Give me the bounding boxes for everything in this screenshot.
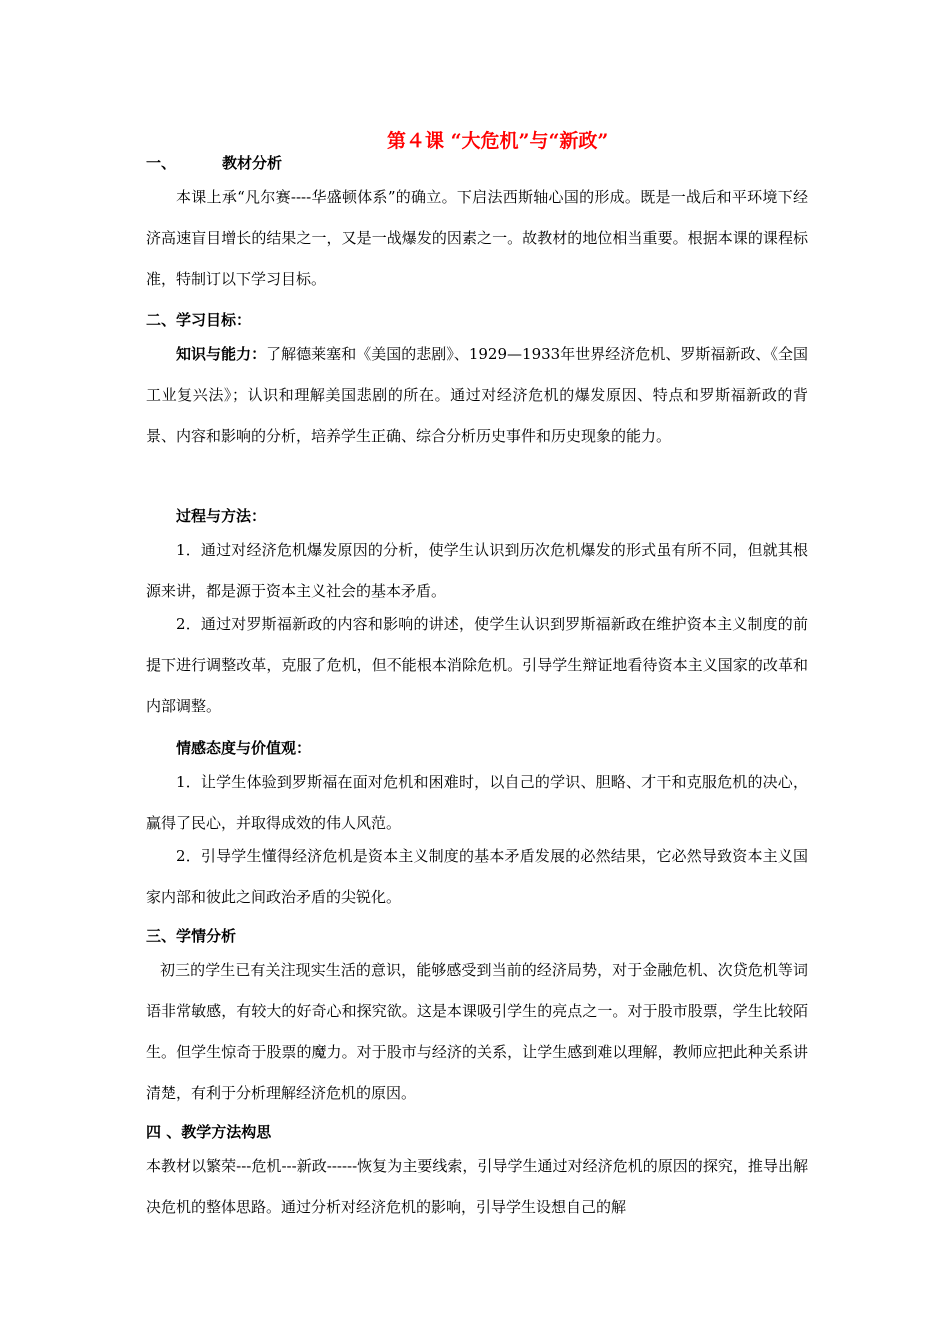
section-number: 一、: [146, 154, 177, 172]
subheading-emotion-values: 情感态度与价值观：: [176, 739, 312, 757]
section-heading-methods: 四 、教学方法构思: [146, 1123, 272, 1141]
subheading-process-method: 过程与方法：: [176, 507, 267, 525]
section-title: 教材分析: [222, 154, 283, 172]
section-heading-objectives: 二、学习目标：: [146, 311, 252, 329]
paragraph-knowledge: [146, 334, 808, 457]
section-heading-students: 三、学情分析: [146, 927, 237, 945]
paragraph-emotion-1: 1．让学生体验到罗斯福在面对危机和困难时，以自己的学识、胆略、才干和克服危机的决心，赢得了民心，并取得成效的伟人风范。: [146, 773, 808, 832]
section-heading-textbook: [146, 152, 282, 173]
paragraph-teaching-method: 本教材以繁荣---危机---新政------恢复为主要线索，引导学生通过对经济危机的原因的探究，推导出解决危机的整体思路。通过分析对经济危机的影响，引导学生设想自己的解: [146, 1157, 808, 1216]
paragraph-emotion-2: 2．引导学生懂得经济危机是资本主义制度的基本矛盾发展的必然结果，它必然导致资本主义国家内部和彼此之间政治矛盾的尖锐化。: [146, 847, 808, 906]
knowledge-label: 知识与能力：: [176, 345, 267, 363]
paragraph-process-1: 1．通过对经济危机爆发原因的分析，使学生认识到历次危机爆发的形式虽有所不同，但就其根源来讲，都是源于资本主义社会的基本矛盾。: [146, 541, 808, 600]
paragraph-student-analysis: 初三的学生已有关注现实生活的意识，能够感受到当前的经济局势，对于金融危机、次贷危机等词语非常敏感，有较大的好奇心和探究欲。这是本课吸引学生的亮点之一。对于股市股票，学生比较陌生。但学生惊奇于股票的魔力。对于股市与经济的关系，让学生感到难以理解，教师应把此种关系讲清楚，有利于分析理解经济危机的原因。: [146, 961, 808, 1102]
paragraph-textbook-analysis: 本课上承“凡尔赛----华盛顿体系”的确立。下启法西斯轴心国的形成。既是一战后和平环境下经济高速盲目增长的结果之一，又是一战爆发的因素之一。故教材的地位相当重要。根据本课的课程标准，特制订以下学习目标。: [146, 188, 808, 288]
lesson-title: 第４课 “大危机”与“新政”: [387, 130, 609, 152]
knowledge-text: 了解德莱塞和《美国的悲剧》、1929—1933年世界经济危机、罗斯福新政、《全国工业复兴法》；认识和理解美国悲剧的所在。通过对经济危机的爆发原因、特点和罗斯福新政的背景、内容和影响的分析，培养学生正确、综合分析历史事件和历史现象的能力。: [146, 345, 808, 445]
paragraph-process-2: 2．通过对罗斯福新政的内容和影响的讲述，使学生认识到罗斯福新政在维护资本主义制度的前提下进行调整改革，克服了危机，但不能根本消除危机。引导学生辩证地看待资本主义国家的改革和内部调整。: [146, 615, 808, 715]
